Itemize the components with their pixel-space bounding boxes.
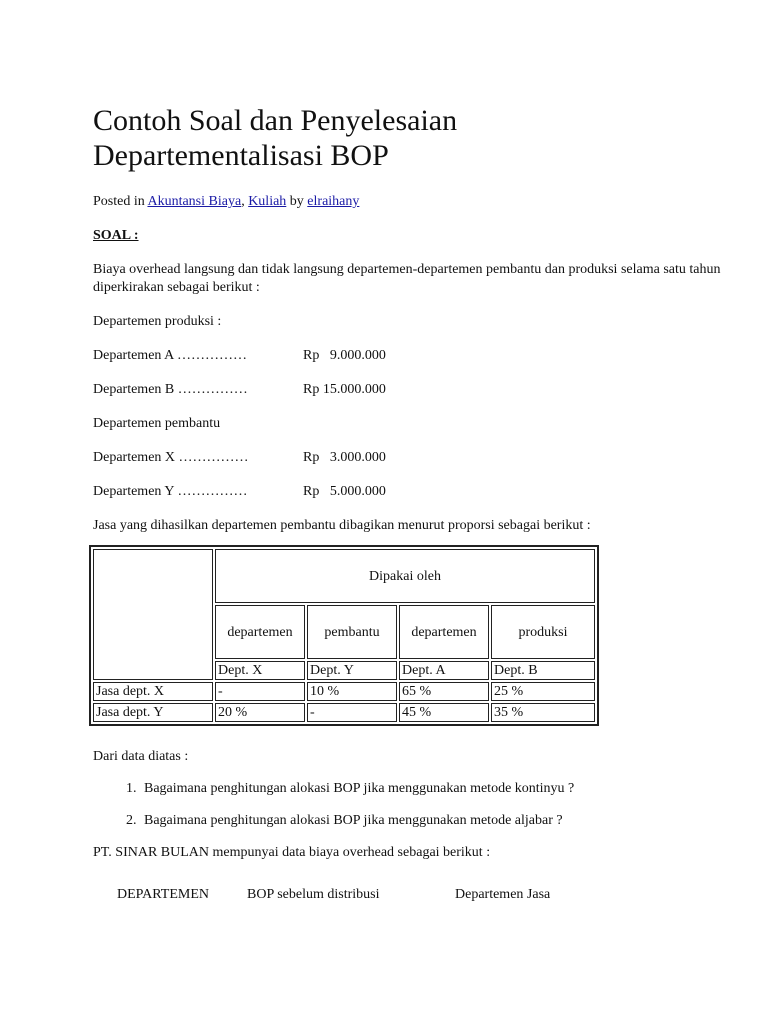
table-subheader-cell: departemen: [399, 605, 489, 659]
table-row: [93, 703, 595, 722]
bottom-header-row: [117, 886, 733, 904]
dept-y-name: Departemen Y ……………: [93, 484, 248, 499]
author-link[interactable]: elraihany: [307, 194, 360, 209]
table-cell: 35 %: [491, 703, 595, 722]
table-subheader-cell: departemen: [215, 605, 305, 659]
soal-heading: SOAL :: [93, 228, 139, 243]
table-header-dipakai-oleh: Dipakai oleh: [215, 549, 595, 603]
dept-x-row: [93, 449, 733, 467]
dari-data-label: Dari data diatas :: [93, 749, 189, 764]
dept-b-amount: Rp 15.000.000: [303, 382, 386, 397]
table-subheader-cell: produksi: [491, 605, 595, 659]
jasa-paragraph: Jasa yang dihasilkan departemen pembantu dibagikan menurut proporsi sebagai berikut :: [93, 518, 591, 533]
table-column-cell: Dept. A: [399, 661, 489, 680]
dept-x-name: Departemen X ……………: [93, 450, 249, 465]
dept-y-row: [93, 483, 733, 501]
category-link-akuntansi-biaya[interactable]: Akuntansi Biaya: [147, 194, 242, 209]
table-subheader-cell: pembantu: [307, 605, 397, 659]
dept-y-amount: Rp 5.000.000: [303, 484, 386, 499]
dept-b-name: Departemen B ……………: [93, 382, 248, 397]
table-cell: -: [215, 682, 305, 701]
table-cell: 65 %: [399, 682, 489, 701]
pembantu-label: Departemen pembantu: [93, 416, 221, 431]
produksi-label: Departemen produksi :: [93, 314, 222, 329]
document-page: [93, 103, 733, 904]
dept-a-name: Departemen A ……………: [93, 348, 247, 363]
header-departemen: DEPARTEMEN: [117, 887, 209, 902]
title-line-2: Departementalisasi BOP: [93, 139, 389, 172]
table-cell: 20 %: [215, 703, 305, 722]
table-cell: 25 %: [491, 682, 595, 701]
dept-x-amount: Rp 3.000.000: [303, 450, 386, 465]
dept-b-row: [93, 381, 733, 399]
header-departemen-jasa: Departemen Jasa: [455, 887, 551, 902]
article-title: [93, 103, 733, 173]
category-link-kuliah[interactable]: Kuliah: [248, 194, 287, 209]
table-header-row: [93, 549, 595, 603]
title-line-1: Contoh Soal dan Penyelesaian: [93, 104, 458, 137]
question-item: 2. Bagaimana penghitungan alokasi BOP jika menggunakan metode aljabar ?: [140, 812, 733, 830]
table-column-cell: Dept. B: [491, 661, 595, 680]
table-column-cell: Dept. Y: [307, 661, 397, 680]
table-cell: -: [307, 703, 397, 722]
table-cell: 45 %: [399, 703, 489, 722]
table-corner-cell: [93, 549, 213, 680]
dept-a-row: [93, 347, 733, 365]
service-allocation-table: [89, 545, 599, 726]
table-cell: 10 %: [307, 682, 397, 701]
dept-a-amount: Rp 9.000.000: [303, 348, 386, 363]
table-column-cell: Dept. X: [215, 661, 305, 680]
question-list: [93, 780, 733, 830]
posted-in-label: Posted in: [93, 194, 145, 209]
category-separator: ,: [241, 194, 245, 209]
question-item: 1. Bagaimana penghitungan alokasi BOP jika menggunakan metode kontinyu ?: [140, 780, 733, 798]
table-row-label: Jasa dept. X: [93, 682, 213, 701]
table-row-label: Jasa dept. Y: [93, 703, 213, 722]
by-label: by: [289, 194, 304, 209]
table-row: [93, 682, 595, 701]
intro-paragraph: Biaya overhead langsung dan tidak langsung departemen-departemen pembantu dan produksi selama satu tahun diperkirakan sebagai berikut :: [93, 262, 721, 295]
header-bop-sebelum: BOP sebelum distribusi: [247, 887, 380, 902]
post-meta: [93, 193, 733, 211]
pt-paragraph: PT. SINAR BULAN mempunyai data biaya overhead sebagai berikut :: [93, 845, 491, 860]
